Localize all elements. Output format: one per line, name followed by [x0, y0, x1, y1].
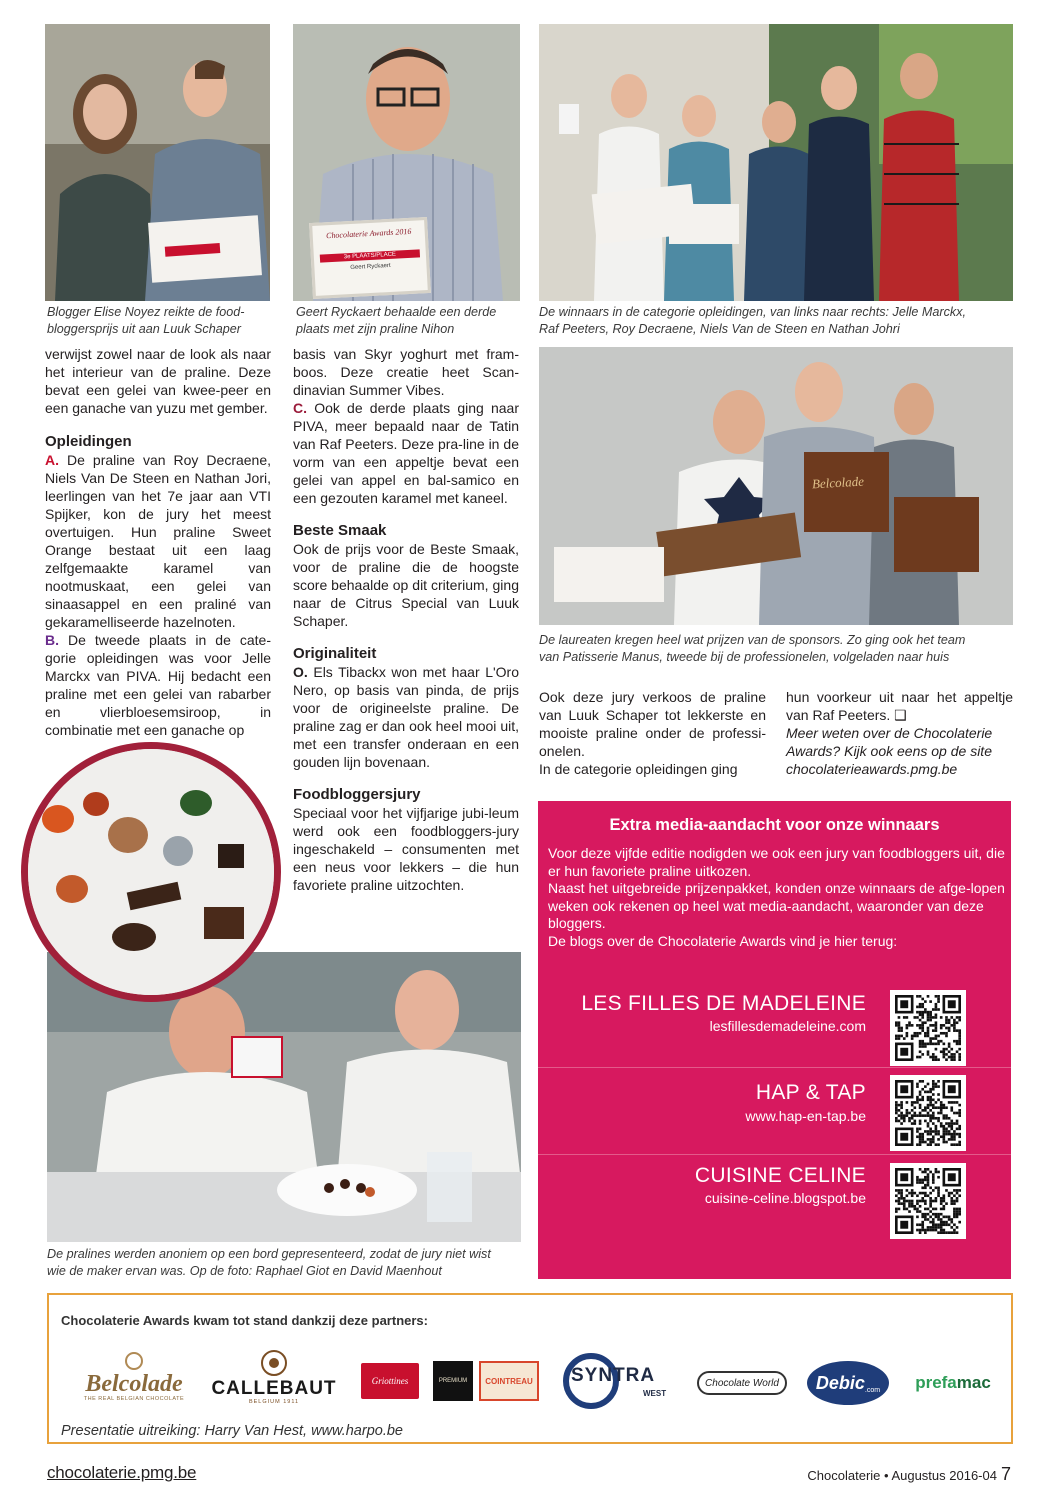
marker-a: A.: [45, 452, 59, 468]
col2-paragraph-o: [293, 663, 519, 771]
end-mark-icon: ❑: [894, 707, 907, 723]
text-column-2: [293, 345, 519, 894]
premium-logo[interactable]: [433, 1361, 473, 1401]
qr-code-pattern: [895, 1168, 961, 1234]
award-name: Geert Ryckaert: [350, 262, 391, 272]
col1-paragraph-b: [45, 631, 271, 739]
text-column-1: [45, 345, 271, 739]
debic-wordmark: Debic: [815, 1372, 865, 1393]
callebaut-emblem-dot: [269, 1358, 279, 1368]
blog-name: LES FILLES DE MADELEINE: [581, 992, 866, 1015]
col2-paragraph-c: [293, 399, 519, 507]
belcolade-tagline: THE REAL BELGIAN CHOCOLATE: [83, 1396, 185, 1402]
qr-code-icon[interactable]: [890, 1163, 966, 1239]
cointreau-logo[interactable]: [479, 1361, 539, 1401]
caption-line: Blogger Elise Noyez reikte de food-: [47, 305, 245, 319]
media-box-p1: Voor deze vijfde editie nodigden we ook een jury van foodbloggers uit, die er hun favoriete praline uitkozen.: [548, 845, 1005, 879]
photo-geert-ryckaert: [293, 24, 520, 301]
griottines-logo[interactable]: [361, 1363, 419, 1399]
caption-line: Geert Ryckaert behaalde een derde: [296, 305, 497, 319]
caption-line: Raf Peeters, Roy Decraene, Niels Van de Steen en Nathan Johri: [539, 322, 900, 336]
marker-o: O.: [293, 664, 308, 680]
blog-cuisine-celine[interactable]: [538, 1159, 1011, 1245]
griottines-wordmark: Griottines: [371, 1376, 409, 1386]
callebaut-tagline: BELGIUM 1911: [248, 1398, 300, 1405]
col2-orig-text: Els Tibackx won met haar L'Oro Nero, op basis van pinda, de prijs voor de origineelste praline. De praline zag er dan ook heel mooi uit, met een transfer onderaan en een gouden lijn bovenaan.: [293, 664, 519, 770]
award-frame: [309, 217, 431, 299]
heading-beste-smaak: Beste Smaak: [293, 522, 387, 539]
caption-photo-3: [539, 304, 1013, 338]
callebaut-logo[interactable]: [209, 1341, 339, 1413]
syntra-west-logo[interactable]: [563, 1353, 673, 1409]
media-box-title: Extra media-aandacht voor onze winnaars: [609, 816, 940, 834]
caption-line: De winnaars in de categorie opleidingen, van links naar rechts: Jelle Marckx,: [539, 305, 967, 319]
belcolade-wordmark: Belcolade: [85, 1371, 183, 1397]
col1-b-text: De tweede plaats in de cate-gorie opleidingen was voor Jelle Marckx van PIVA. Hij bedacht een praline met een gelei van rabarber en vlierbloesemsiroop, in combinatie met een ganache op: [45, 632, 271, 738]
col3-text-1: Ook deze jury verkoos de praline van Luuk Schaper tot lekkerste en mooiste praline onder de professi-onelen.: [539, 689, 766, 759]
presentation-credit: Presentatie uitreiking: Harry Van Hest, www.harpo.be: [61, 1423, 403, 1439]
chocolate-world-wordmark: Chocolate World: [705, 1377, 779, 1389]
prefamac-wordmark-b: mac: [956, 1373, 991, 1392]
qr-code-icon[interactable]: [890, 1075, 966, 1151]
heading-foodbloggersjury: Foodbloggersjury: [293, 786, 421, 803]
callebaut-emblem-icon: [261, 1350, 287, 1376]
caption-line: plaats met zijn praline Nihon: [296, 322, 455, 336]
col1-paragraph-a: [45, 451, 271, 631]
marker-b: B.: [45, 632, 59, 648]
belcolade-logo[interactable]: [69, 1341, 199, 1413]
marker-c: C.: [293, 400, 307, 416]
footer-issue: [807, 1464, 1011, 1485]
partners-box: [47, 1293, 1013, 1444]
col2-intro: basis van Skyr yoghurt met fram-boos. Deze creatie heet Scan-dinavian Summer Vibes.: [293, 346, 519, 398]
caption-line: bloggersprijs uit aan Luuk Schaper: [47, 322, 241, 336]
heading-originaliteit: Originaliteit: [293, 645, 377, 662]
caption-line: wie de maker ervan was. Op de foto: Raphael Giot en David Maenhout: [47, 1264, 442, 1278]
col2-smaak: Ook de prijs voor de Beste Smaak, voor de praline die de hoogste score behaalde op dit criterium, ging naar de Citrus Special van Luuk Schaper.: [293, 541, 519, 629]
col3-text-2: In de categorie opleidingen ging: [539, 761, 738, 777]
qr-code-pattern: [895, 1080, 961, 1146]
media-box-p3: De blogs over de Chocolaterie Awards vind je hier terug:: [548, 932, 898, 949]
footer-site-link[interactable]: chocolaterie.pmg.be: [47, 1463, 197, 1482]
syntra-tagline: WEST: [643, 1389, 667, 1398]
award-title: Chocolaterie Awards 2016: [325, 226, 412, 241]
syntra-wordmark: SYNTRA: [571, 1365, 656, 1386]
award-place: 3e PLAATS/PLACE: [320, 249, 420, 262]
caption-photo-2: [296, 304, 522, 338]
col1-intro: verwijst zowel naar de look als naar het interieur van de praline. Deze bevat een gelei van kwee-peer en een ganache van yuzu met gember.: [45, 346, 271, 416]
pralines-circle-photo: [21, 742, 281, 1002]
text-column-4: [786, 688, 1013, 778]
cointreau-wordmark: COINTREAU: [485, 1376, 533, 1386]
text-column-3: [539, 688, 766, 778]
premium-wordmark: PREMIUM: [438, 1378, 468, 1384]
heading-opleidingen: Opleidingen: [45, 433, 132, 450]
media-box-p2: Naast het uitgebreide prijzenpakket, konden onze winnaars de afge-lopen weken ook rekenen op heel wat media-aandacht, waaronder van deze bloggers.: [548, 880, 1005, 931]
debic-tagline: .com: [864, 1386, 881, 1394]
col2-food: Speciaal voor het vijfjarige jubi-leum werd ook een foodbloggers-jury ingeschakeld – consumenten met een neus voor lekkers – die hun favoriete praline uitzochten.: [293, 805, 519, 893]
photo-winners-opleidingen: [539, 24, 1013, 301]
caption-photo-5: [47, 1246, 521, 1280]
col4-more-info: Meer weten over de Chocolaterie Awards? Kijk ook eens op de site chocolaterieawards.pmg.be: [786, 725, 993, 777]
box-brand-label: Belcolade: [811, 473, 865, 492]
blog-url-link[interactable]: www.hap-en-tap.be: [745, 1108, 866, 1124]
caption-photo-4: [539, 632, 1013, 666]
caption-line: van Patisserie Manus, tweede bij de professionelen, volgeladen naar huis: [539, 650, 950, 664]
blog-url-link[interactable]: lesfillesdemadeleine.com: [709, 1018, 866, 1034]
media-attention-box: [538, 801, 1011, 1279]
partners-title: Chocolaterie Awards kwam tot stand dankzij deze partners:: [61, 1313, 428, 1328]
prefamac-wordmark-a: prefa: [915, 1373, 957, 1392]
chocolate-world-logo[interactable]: [697, 1371, 787, 1395]
footer-issue-text: Chocolaterie • Augustus 2016-04: [807, 1468, 997, 1483]
blog-name: CUISINE CELINE: [694, 1164, 866, 1187]
col4-text-1: [786, 688, 1013, 724]
col2-c-text: Ook de derde plaats ging naar PIVA, meer bepaald naar de Tatin van Raf Peeters. Deze pra-line in de vorm van een appeltje bevat een gelei van appel en bal-samico en een gezouten karamel met kaneel.: [293, 400, 519, 506]
page-number: 7: [1000, 1464, 1011, 1484]
col1-a-text: De praline van Roy Decraene, Niels Van De Steen en Nathan Jori, leerlingen van het 7e jaar aan VTI Spijker, kon de jury het meest overtuigen. Hun praline Sweet Orange bestaat uit een laag zelfgemaakte karamel van nootmuskaat, een gelei van sinaasappel en een praliné van gekaramelliseerde hazelnoten.: [45, 452, 272, 630]
caption-line: De pralines werden anoniem op een bord gepresenteerd, zodat de jury niet wist: [47, 1247, 491, 1261]
media-box-body: [548, 845, 1006, 950]
col4-text-1-body: hun voorkeur uit naar het appeltje van Raf Peeters.: [786, 689, 1013, 723]
debic-logo[interactable]: [807, 1361, 889, 1405]
prefamac-logo[interactable]: [905, 1369, 1001, 1397]
qr-code-pattern: [895, 995, 961, 1061]
photo-laureaten-prizes: [539, 347, 1013, 625]
blog-hap-en-tap[interactable]: [538, 1073, 1011, 1159]
caption-line: De laureaten kregen heel wat prijzen van de sponsors. Zo ging ook het team: [539, 633, 966, 647]
blog-url-link[interactable]: cuisine-celine.blogspot.be: [704, 1190, 866, 1206]
caption-photo-1: [47, 304, 273, 338]
photo-blogger-award: [45, 24, 270, 301]
callebaut-wordmark: CALLEBAUT: [211, 1377, 337, 1399]
qr-code-icon[interactable]: [890, 990, 966, 1066]
blog-les-filles-de-madeleine[interactable]: [538, 986, 1011, 1072]
belcolade-emblem-icon: [125, 1352, 143, 1370]
blog-name: HAP & TAP: [755, 1081, 866, 1104]
